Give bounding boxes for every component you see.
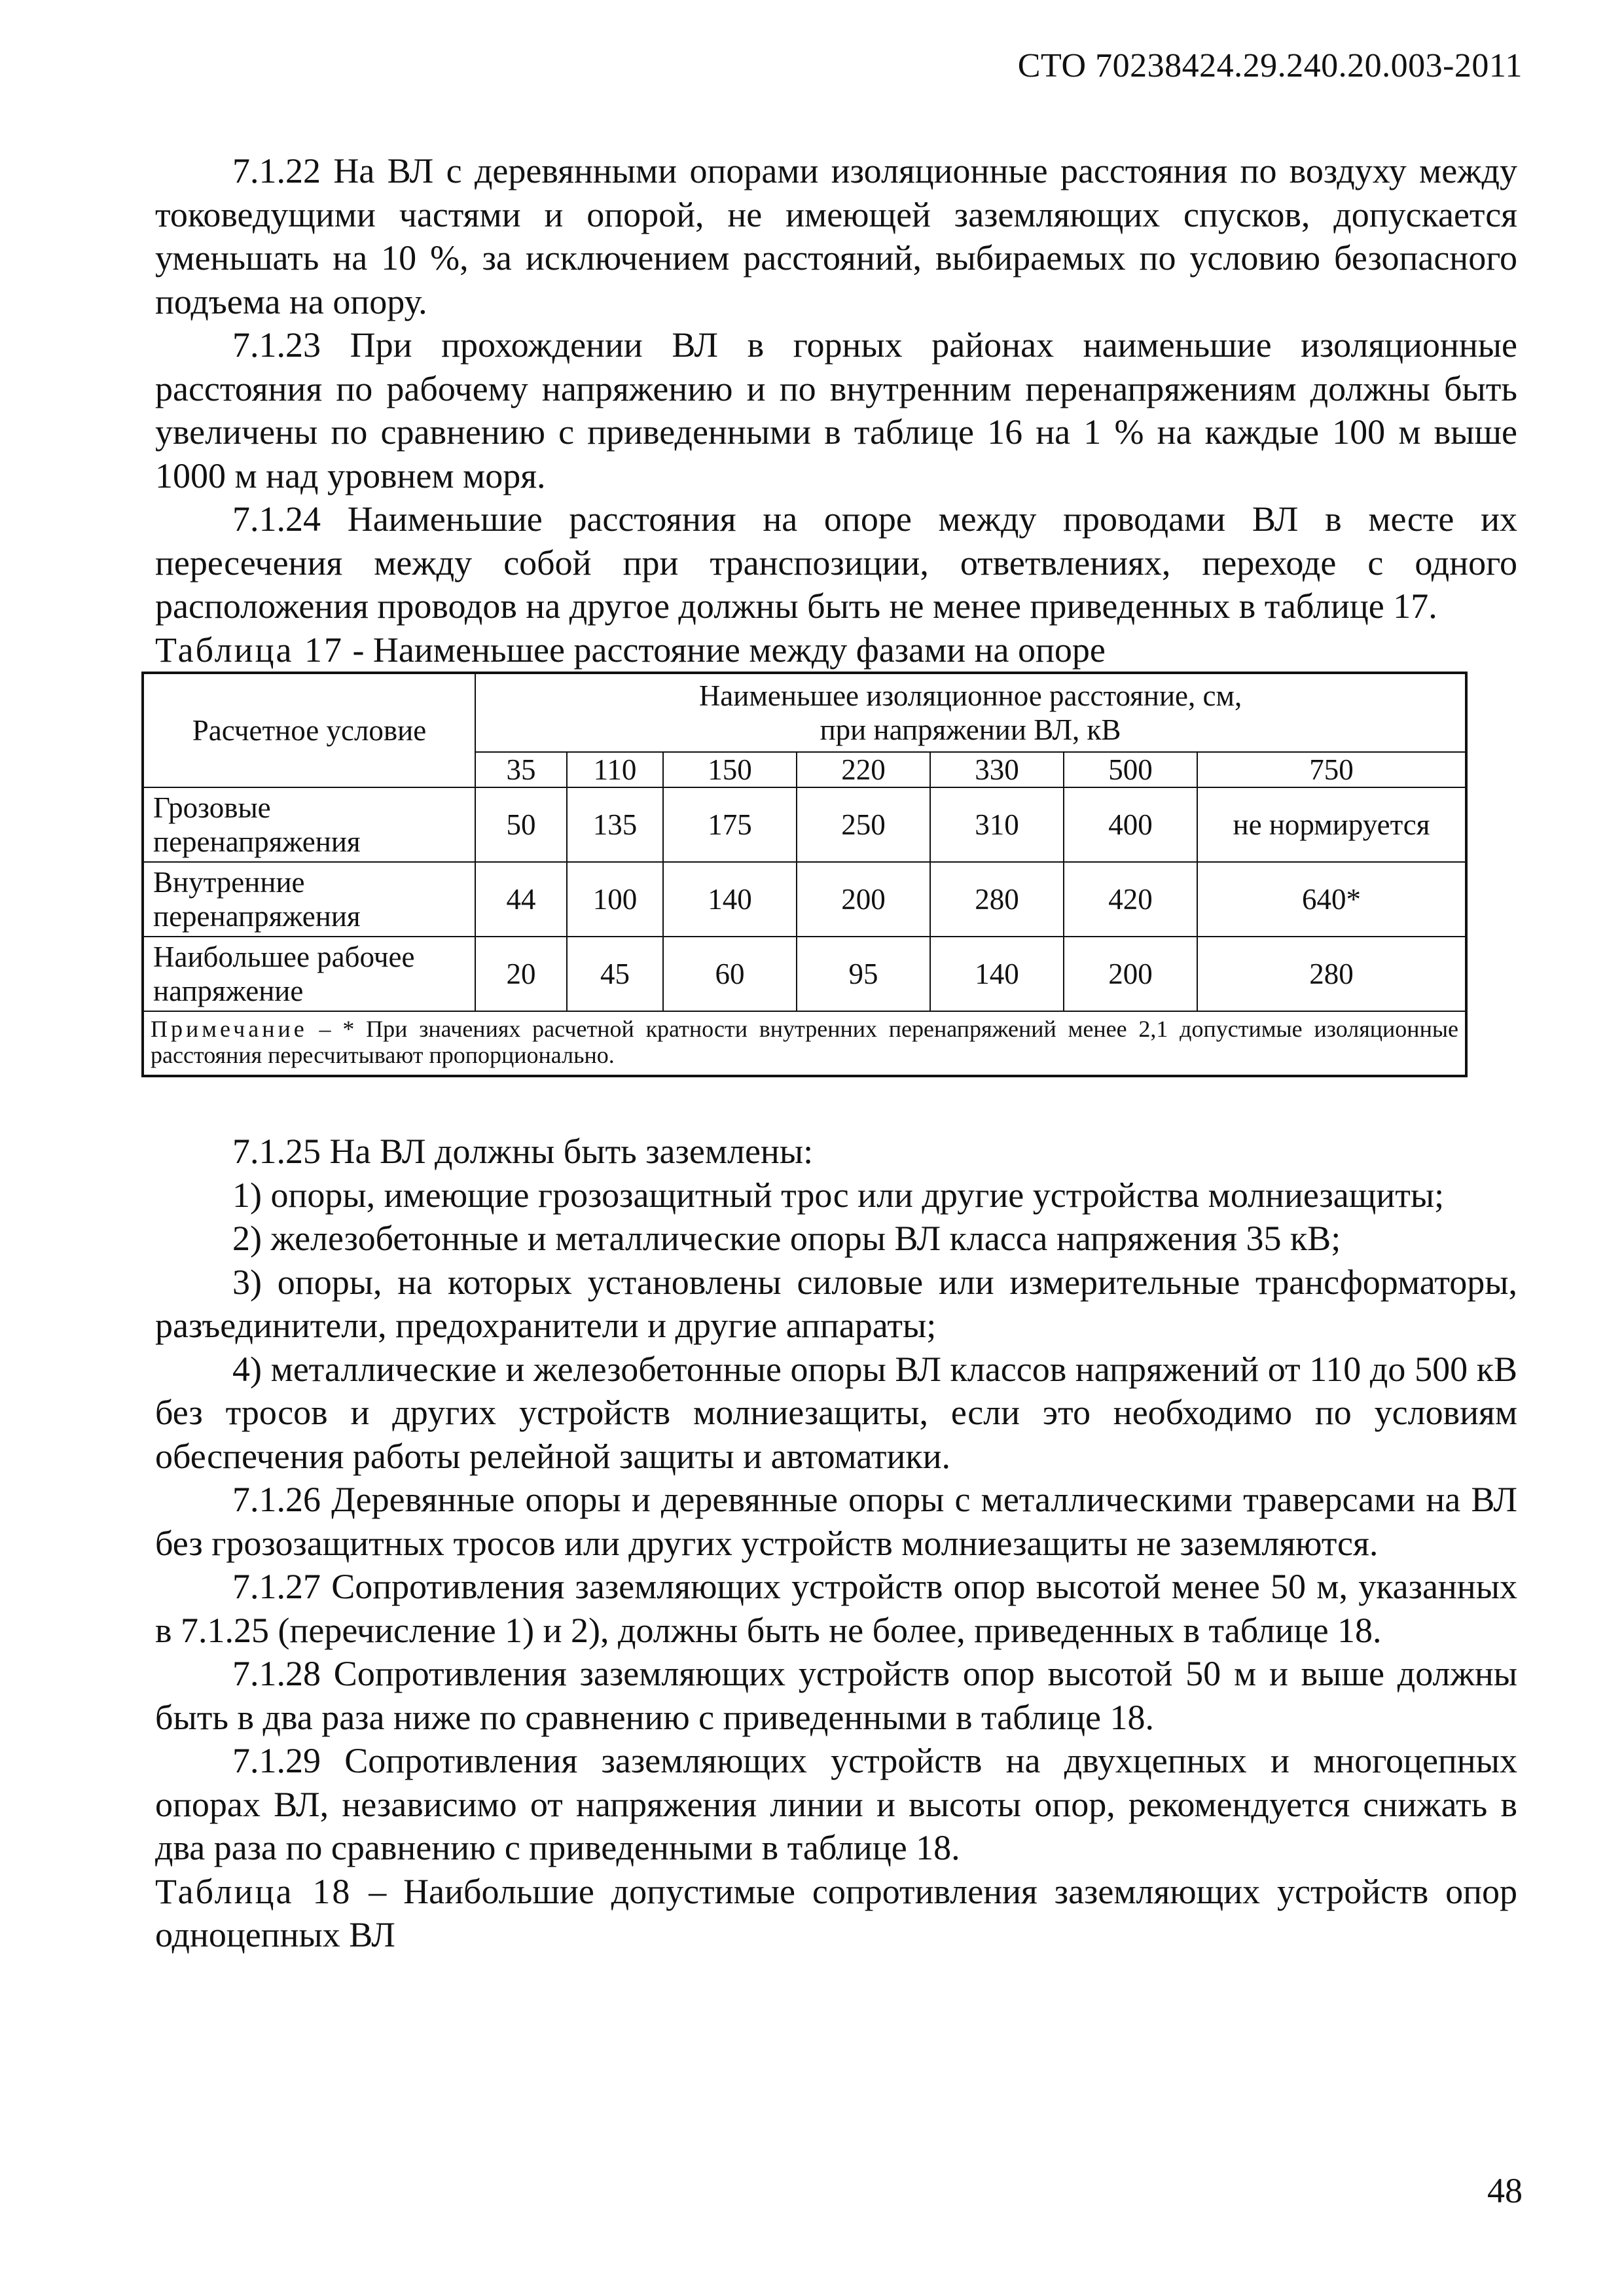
table-18-caption-text: – Наибольшие допустимые сопротивления заземляющих устройств опор одноцепных ВЛ <box>155 1871 1518 1954</box>
table-17 <box>141 672 1468 1077</box>
table-cell: 250 <box>797 787 930 862</box>
table-cell: 20 <box>475 937 567 1011</box>
paragraph-7-1-25: 7.1.25 На ВЛ должны быть заземлены: <box>232 1132 814 1171</box>
paragraph-7-1-26: 7.1.26 Деревянные опоры и деревянные опоры с металлическими траверсами на ВЛ без грозозащитных тросов или других устройств молниезащиты не заземляются. <box>155 1480 1517 1563</box>
table-cell: 420 <box>1064 862 1197 937</box>
table-17-note-row <box>143 1011 1466 1076</box>
table-cell: 60 <box>663 937 797 1011</box>
table-cell: 200 <box>797 862 930 937</box>
table-cell: 44 <box>475 862 567 937</box>
table-17-condition-header: Расчетное условие <box>143 673 475 787</box>
voltage-header-750: 750 <box>1197 752 1466 787</box>
table-cell: 50 <box>475 787 567 862</box>
table-cell: 280 <box>1197 937 1466 1011</box>
list-item: 4) металлические и железобетонные опоры ВЛ классов напряжений от 110 до 500 кВ без тросов и других устройств молниезащиты, если это необходимо по условиям обеспечения работы релейной защиты и автоматики. <box>155 1349 1517 1476</box>
table-cell: 310 <box>930 787 1064 862</box>
table-17-group-header-line1: Наименьшее изоляционное расстояние, см, <box>698 679 1242 712</box>
table-row <box>143 862 1466 937</box>
paragraph-7-1-22: 7.1.22 На ВЛ с деревянными опорами изоляционные расстояния по воздуху между токоведущими частями и опорой, не имеющей заземляющих спусков, допускается уменьшать на 10 %, за исключением расстояний, выбираемых по условию безопасного подъема на опору. <box>155 151 1517 321</box>
table-17-caption <box>155 628 1517 672</box>
paragraph-7-1-27: 7.1.27 Сопротивления заземляющих устройств опор высотой менее 50 м, указанных в 7.1.25 (перечисление 1) и 2), должны быть не более, приведенных в таблице 18. <box>155 1567 1517 1650</box>
voltage-header-110: 110 <box>567 752 663 787</box>
spacer <box>155 1077 1517 1130</box>
table-17-caption-text: - Наименьшее расстояние между фазами на опоре <box>343 630 1106 670</box>
row-label: Внутренние перенапряжения <box>143 862 475 937</box>
page-content <box>151 149 1518 1957</box>
table-18-caption <box>155 1870 1517 1957</box>
table-17-header-row <box>143 673 1466 752</box>
voltage-header-150: 150 <box>663 752 797 787</box>
table-row <box>143 937 1466 1011</box>
voltage-header-330: 330 <box>930 752 1064 787</box>
table-17-group-header <box>475 673 1466 752</box>
voltage-header-220: 220 <box>797 752 930 787</box>
table-cell: 280 <box>930 862 1064 937</box>
voltage-header-500: 500 <box>1064 752 1197 787</box>
table-cell: 45 <box>567 937 663 1011</box>
document-code-header: СТО 70238424.29.240.20.003-2011 <box>1017 47 1523 84</box>
table-row <box>143 787 1466 862</box>
table-cell: 175 <box>663 787 797 862</box>
table-18-caption-prefix: Таблица 18 <box>155 1871 352 1911</box>
table-cell: 640* <box>1197 862 1466 937</box>
table-cell: 200 <box>1064 937 1197 1011</box>
page-number: 48 <box>1487 2171 1523 2210</box>
table-cell: 100 <box>567 862 663 937</box>
table-17-caption-prefix: Таблица 17 <box>155 630 344 670</box>
table-17-note-text: – * При значениях расчетной кратности внутренних перенапряжений менее 2,1 допустимые изоляционные расстояния пересчитывают пропорционально. <box>151 1016 1459 1068</box>
paragraph-7-1-29: 7.1.29 Сопротивления заземляющих устройств на двухцепных и многоцепных опорах ВЛ, независимо от напряжения линии и высоты опор, рекомендуется снижать в два раза по сравнению с приведенными в таблице 18. <box>155 1741 1517 1867</box>
table-cell: 140 <box>930 937 1064 1011</box>
paragraph-7-1-24: 7.1.24 Наименьшие расстояния на опоре между проводами ВЛ в месте их пересечения между собой при транспозиции, ответвлениях, переходе с одного расположения проводов на другое должны быть не менее приведенных в таблице 17. <box>155 499 1517 626</box>
table-17-group-header-line2: при напряжении ВЛ, кВ <box>820 713 1121 746</box>
list-item: 1) опоры, имеющие грозозащитный трос или другие устройства молниезащиты; <box>232 1175 1445 1215</box>
table-cell: не нормируется <box>1197 787 1466 862</box>
row-label: Наибольшее рабочее напряжение <box>143 937 475 1011</box>
table-cell: 135 <box>567 787 663 862</box>
list-item: 2) железобетонные и металлические опоры ВЛ класса напряжения 35 кВ; <box>232 1219 1341 1258</box>
paragraph-7-1-23: 7.1.23 При прохождении ВЛ в горных районах наименьшие изоляционные расстояния по рабочему напряжению и по внутренним перенапряжениям должны быть увеличены по сравнению с приведенными в таблице 16 на 1 % на каждые 100 м выше 1000 м над уровнем моря. <box>155 325 1517 495</box>
table-cell: 400 <box>1064 787 1197 862</box>
table-17-note <box>143 1011 1466 1076</box>
table-cell: 95 <box>797 937 930 1011</box>
voltage-header-35: 35 <box>475 752 567 787</box>
list-item: 3) опоры, на которых установлены силовые или измерительные трансформаторы, разъединители, предохранители и другие аппараты; <box>155 1262 1517 1345</box>
paragraph-7-1-28: 7.1.28 Сопротивления заземляющих устройств опор высотой 50 м и выше должны быть в два раза ниже по сравнению с приведенными в таблице 18. <box>155 1654 1517 1737</box>
table-17-note-label: Примечание <box>151 1016 308 1042</box>
row-label: Грозовые перенапряжения <box>143 787 475 862</box>
table-cell: 140 <box>663 862 797 937</box>
